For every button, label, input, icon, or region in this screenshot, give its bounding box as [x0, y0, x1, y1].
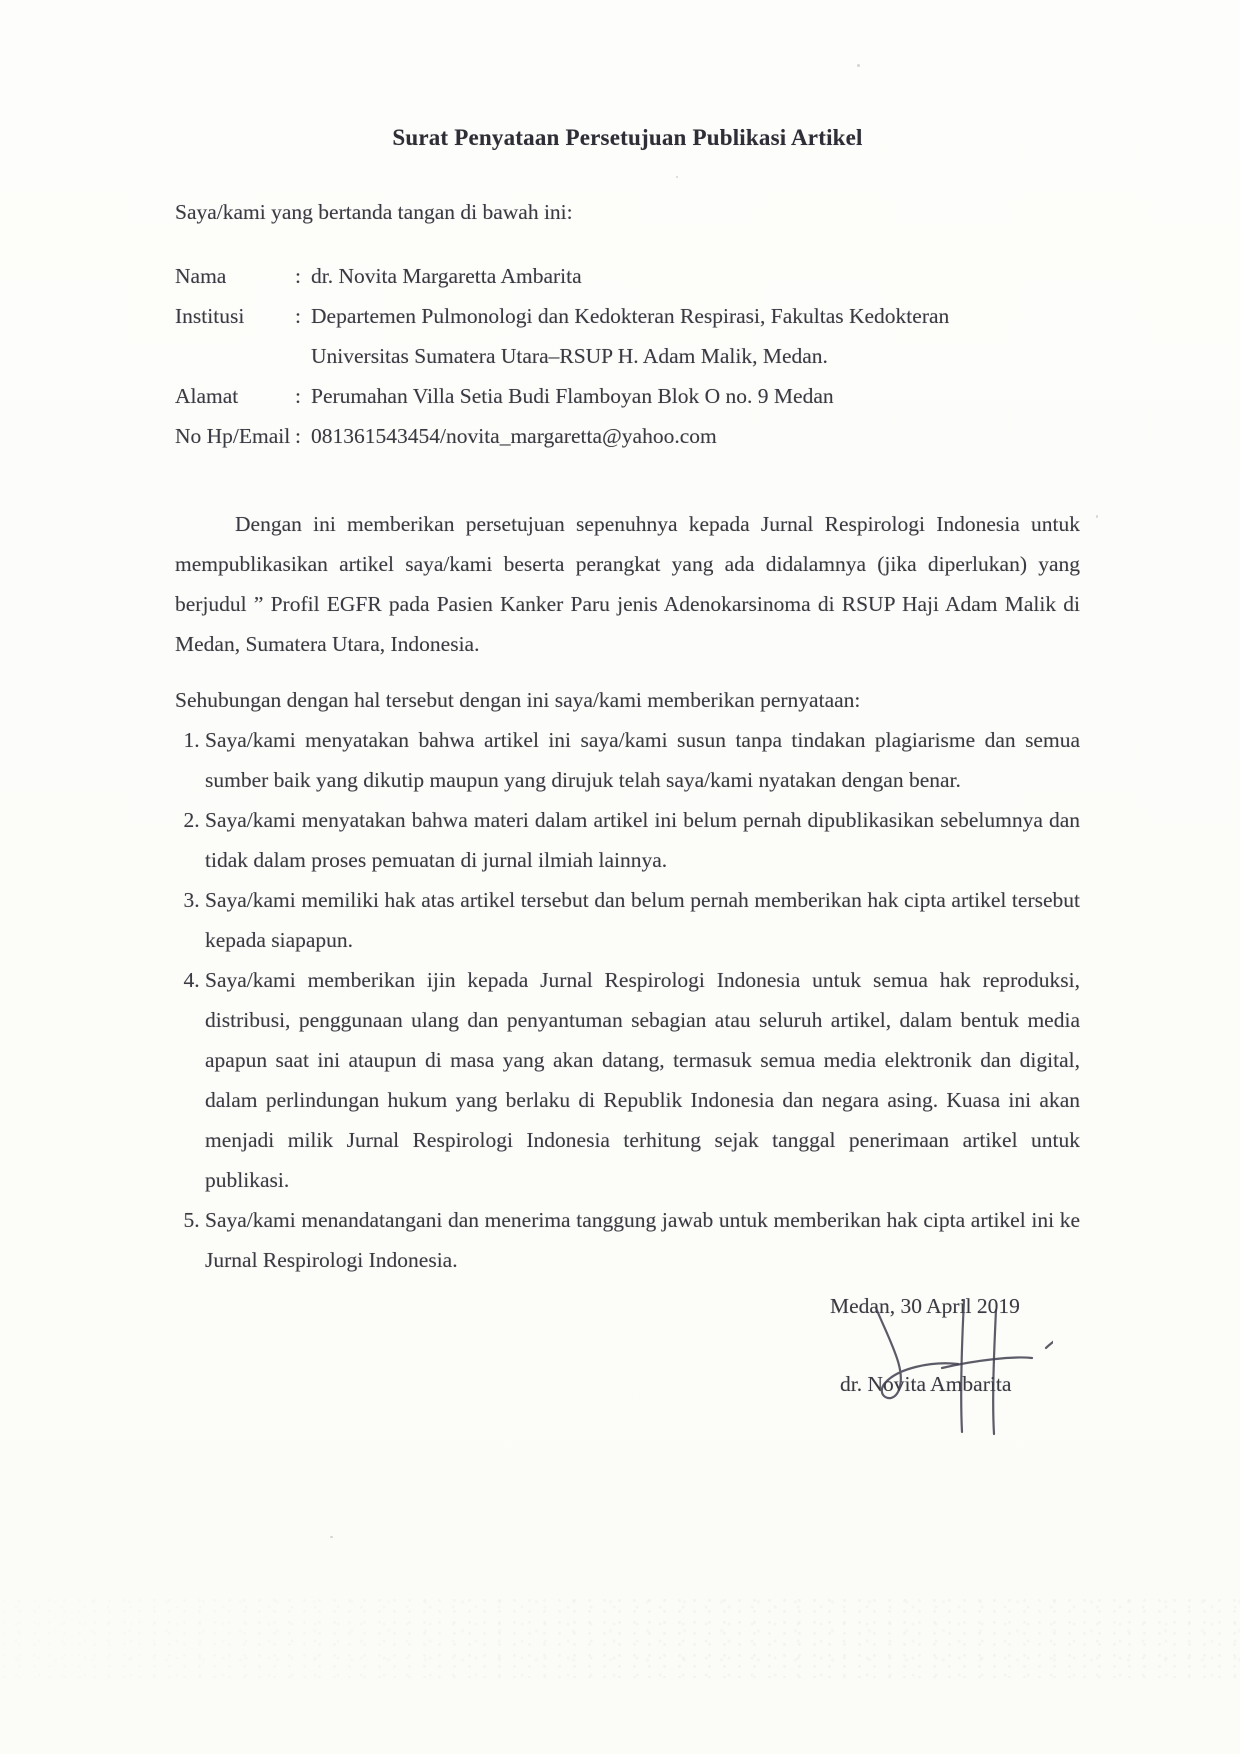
identity-fields	[175, 256, 1080, 456]
scan-speck	[1096, 515, 1098, 518]
field-label-hp-email: No Hp/Email	[175, 424, 291, 448]
letter-content	[175, 118, 1080, 1404]
signature-block	[830, 1286, 1080, 1404]
field-value-alamat: Perumahan Villa Setia Budi Flamboyan Blok O no. 9 Medan	[311, 384, 834, 408]
field-value-hp-email: 081361543454/novita_margaretta@yahoo.com	[311, 424, 717, 448]
field-row-hp-email	[175, 416, 1080, 456]
letter-title: Surat Penyataan Persetujuan Publikasi Artikel	[392, 125, 863, 150]
field-row-institusi	[175, 296, 1080, 376]
field-label-institusi: Institusi	[175, 304, 245, 328]
signer-name: dr. Novita Ambarita	[840, 1372, 1012, 1396]
scan-speck	[676, 176, 678, 178]
field-colon: :	[295, 424, 301, 448]
field-label-alamat: Alamat	[175, 384, 239, 408]
scanner-noise-band	[0, 1596, 1240, 1678]
statement-intro-line: Sehubungan dengan hal tersebut dengan ini saya/kami memberikan pernyataan:	[175, 688, 861, 712]
statement-item-3: 3. Saya/kami memiliki hak atas artikel tersebut dan belum pernah memberikan hak cipta artikel tersebut kepada siapapun.	[205, 880, 1080, 960]
scan-speck	[330, 1536, 333, 1538]
statement-item-1: 1. Saya/kami menyatakan bahwa artikel ini saya/kami susun tanpa tindakan plagiarisme dan semua sumber baik yang dikutip maupun yang dirujuk telah saya/kami nyatakan dengan benar.	[205, 720, 1080, 800]
scan-speck	[857, 64, 860, 67]
field-label-nama: Nama	[175, 264, 227, 288]
field-colon: :	[295, 304, 301, 328]
place-date-line: Medan, 30 April 2019	[830, 1294, 1020, 1318]
field-value-nama: dr. Novita Margaretta Ambarita	[311, 264, 582, 288]
field-row-nama	[175, 256, 1080, 296]
field-colon: :	[295, 384, 301, 408]
statement-item-2: 2. Saya/kami menyatakan bahwa materi dalam artikel ini belum pernah dipublikasikan sebelumnya dan tidak dalam proses pemuatan di jurnal ilmiah lainnya.	[205, 800, 1080, 880]
statements-list	[175, 720, 1080, 1280]
statement-item-5: 5. Saya/kami menandatangani dan menerima tanggung jawab untuk memberikan hak cipta artikel ini ke Jurnal Respirologi Indonesia.	[205, 1200, 1080, 1280]
intro-line: Saya/kami yang bertanda tangan di bawah ini:	[175, 200, 573, 224]
field-row-alamat	[175, 376, 1080, 416]
field-colon: :	[295, 264, 301, 288]
statement-item-4: 4. Saya/kami memberikan ijin kepada Jurnal Respirologi Indonesia untuk semua hak reproduksi, distribusi, penggunaan ulang dan penyantuman sebagian atau seluruh artikel, dalam bentuk media apapun saat ini ataupun di masa yang akan datang, termasuk semua media elektronik dan digital, dalam perlindungan hukum yang berlaku di Republik Indonesia dan negara asing. Kuasa ini akan menjadi milik Jurnal Respirologi Indonesia terhitung sejak tanggal penerimaan artikel untuk publikasi.	[205, 960, 1080, 1200]
field-value-institusi: Departemen Pulmonologi dan Kedokteran Respirasi, Fakultas Kedokteran Universitas Sumatera Utara–RSUP H. Adam Malik, Medan.	[311, 304, 950, 368]
consent-paragraph: Dengan ini memberikan persetujuan sepenuhnya kepada Jurnal Respirologi Indonesia untuk mempublikasikan artikel saya/kami beserta perangkat yang ada didalamnya (jika diperlukan) yang berjudul ” Profil EGFR pada Pasien Kanker Paru jenis Adenokarsinoma di RSUP Haji Adam Malik di Medan, Sumatera Utara, Indonesia.	[175, 512, 1080, 656]
